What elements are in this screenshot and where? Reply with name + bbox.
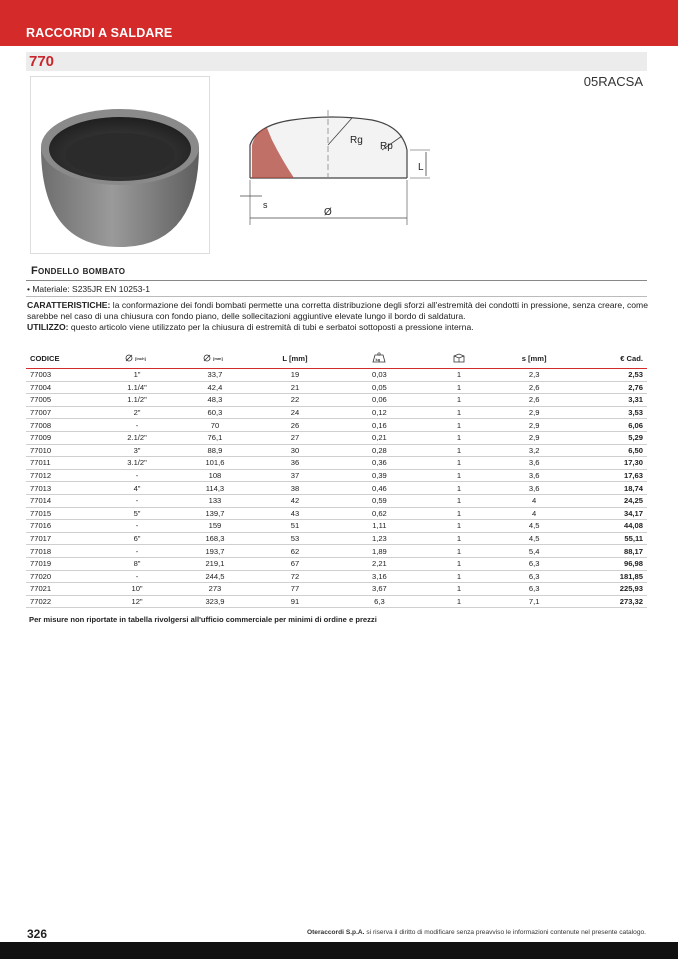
cell-codice: 77015 [26,507,99,520]
cell-kg: 1,89 [335,545,424,558]
cell-s: 4,5 [494,520,574,533]
cell-qty: 1 [424,457,494,470]
cell-kg: 6,3 [335,595,424,608]
table-body [26,369,647,608]
cell-od: 133 [175,494,255,507]
cell-codice: 77004 [26,381,99,394]
table-row [26,595,647,608]
cell-kg: 0,28 [335,444,424,457]
cell-od: 33,7 [175,369,255,382]
cell-price: 88,17 [574,545,647,558]
catalog-code: 05RACSA [583,74,643,89]
cell-s: 3,6 [494,482,574,495]
cell-kg: 0,46 [335,482,424,495]
cell-dn: - [99,419,175,432]
cell-kg: 0,59 [335,494,424,507]
cell-s: 7,1 [494,595,574,608]
cell-kg: 0,05 [335,381,424,394]
cell-od: 48,3 [175,394,255,407]
cell-s: 4 [494,507,574,520]
cell-qty: 1 [424,520,494,533]
table-row [26,457,647,470]
cell-l: 22 [255,394,335,407]
col-codice: CODICE [26,349,99,369]
cell-dn: - [99,494,175,507]
cell-qty: 1 [424,381,494,394]
cell-price: 225,93 [574,583,647,596]
cell-l: 91 [255,595,335,608]
cell-qty: 1 [424,532,494,545]
cell-codice: 77021 [26,583,99,596]
table-row [26,557,647,570]
cell-price: 181,85 [574,570,647,583]
cell-price: 55,11 [574,532,647,545]
cell-l: 72 [255,570,335,583]
cell-od: 159 [175,520,255,533]
cell-price: 17,63 [574,469,647,482]
cell-price: 6,50 [574,444,647,457]
cell-qty: 1 [424,545,494,558]
cell-dn: - [99,545,175,558]
cell-kg: 0,36 [335,457,424,470]
table-row [26,431,647,444]
cell-s: 2,9 [494,431,574,444]
cell-codice: 77012 [26,469,99,482]
cell-qty: 1 [424,583,494,596]
cell-kg: 1,11 [335,520,424,533]
features-label: CARATTERISTICHE: [27,300,111,310]
cell-kg: 3,67 [335,583,424,596]
cell-s: 6,3 [494,583,574,596]
cell-kg: 0,06 [335,394,424,407]
cell-s: 2,6 [494,381,574,394]
cell-dn: 3.1/2" [99,457,175,470]
cell-price: 34,17 [574,507,647,520]
section-header-bar [0,0,678,46]
table-row [26,381,647,394]
table-row [26,507,647,520]
cell-od: 273 [175,583,255,596]
material-spec: • Materiale: S235JR EN 10253-1 [27,284,150,294]
cell-qty: 1 [424,419,494,432]
cell-codice: 77010 [26,444,99,457]
cell-price: 96,98 [574,557,647,570]
cell-l: 36 [255,457,335,470]
divider [26,280,647,281]
svg-text:[mm]: [mm] [212,355,223,361]
cell-kg: 3,16 [335,570,424,583]
cell-qty: 1 [424,494,494,507]
cell-s: 3,2 [494,444,574,457]
cell-s: 2,9 [494,406,574,419]
cell-price: 44,08 [574,520,647,533]
table-row [26,406,647,419]
cell-dn: 10" [99,583,175,596]
s-label: s [263,200,268,210]
cell-kg: 0,03 [335,369,424,382]
table-row [26,520,647,533]
cell-s: 4,5 [494,532,574,545]
cell-dn: 8" [99,557,175,570]
cell-dn: 12" [99,595,175,608]
cell-qty: 1 [424,394,494,407]
table-note: Per misure non riportate in tabella rivolgersi all'ufficio commerciale per minimi di ordine e prezzi [29,615,377,624]
cell-l: 62 [255,545,335,558]
cell-codice: 77017 [26,532,99,545]
cell-od: 88,9 [175,444,255,457]
cell-price: 3,53 [574,406,647,419]
cell-od: 323,9 [175,595,255,608]
svg-text:[inch]: [inch] [135,355,146,361]
features-text: la conformazione dei fondi bombati permette una corretta distribuzione degli sforzi all'estremità dei condotti in pressione, senza creare, come sarebbe nel caso di una chiusura con fondo piano, delle sollecitazioni aggiuntive elevate lungo il bordo di saldatura. [27,300,648,321]
table-row [26,369,647,382]
cell-dn: - [99,570,175,583]
cell-l: 27 [255,431,335,444]
cell-s: 6,3 [494,557,574,570]
disclaimer-text: si riserva il diritto di modificare senza preavviso le informazioni contenute nel presente catalogo. [366,929,646,936]
cell-kg: 0,21 [335,431,424,444]
cell-dn: - [99,469,175,482]
cell-od: 139,7 [175,507,255,520]
footer-bar [0,942,678,959]
cell-l: 67 [255,557,335,570]
rp-label: Rp [380,141,393,152]
cell-dn: - [99,520,175,533]
rg-label: Rg [350,135,363,146]
cell-codice: 77018 [26,545,99,558]
cell-price: 3,31 [574,394,647,407]
cell-codice: 77008 [26,419,99,432]
cell-qty: 1 [424,482,494,495]
table-row [26,482,647,495]
cell-kg: 1,23 [335,532,424,545]
cell-od: 76,1 [175,431,255,444]
technical-drawing [232,100,442,235]
end-cap-photo [31,77,209,253]
cell-od: 168,3 [175,532,255,545]
cell-codice: 77020 [26,570,99,583]
cell-l: 21 [255,381,335,394]
cell-kg: 0,39 [335,469,424,482]
cell-codice: 77019 [26,557,99,570]
cell-l: 24 [255,406,335,419]
cell-l: 30 [255,444,335,457]
product-code: 770 [29,53,55,70]
table-header-row [26,349,647,369]
cell-codice: 77016 [26,520,99,533]
cell-od: 193,7 [175,545,255,558]
cell-codice: 77003 [26,369,99,382]
cell-kg: 0,62 [335,507,424,520]
cell-l: 53 [255,532,335,545]
cell-qty: 1 [424,444,494,457]
cell-qty: 1 [424,570,494,583]
svg-text:kg: kg [375,356,381,362]
cell-dn: 2" [99,406,175,419]
cell-od: 219,1 [175,557,255,570]
cell-s: 6,3 [494,570,574,583]
diameter-mm-icon [175,349,255,369]
cell-qty: 1 [424,595,494,608]
cell-qty: 1 [424,507,494,520]
usage-label: UTILIZZO: [27,322,69,332]
product-photo [30,76,210,254]
col-l: L [mm] [255,349,335,369]
cell-qty: 1 [424,469,494,482]
cell-l: 19 [255,369,335,382]
package-icon [424,349,494,369]
cell-kg: 0,16 [335,419,424,432]
cell-s: 2,9 [494,419,574,432]
cell-price: 2,53 [574,369,647,382]
cell-price: 24,25 [574,494,647,507]
cell-dn: 1.1/4" [99,381,175,394]
cell-l: 26 [255,419,335,432]
table-row [26,394,647,407]
cell-dn: 5" [99,507,175,520]
cell-dn: 2.1/2" [99,431,175,444]
cell-l: 37 [255,469,335,482]
cell-l: 77 [255,583,335,596]
cell-kg: 0,12 [335,406,424,419]
cell-s: 2,6 [494,394,574,407]
col-s: s [mm] [494,349,574,369]
cell-s: 2,3 [494,369,574,382]
cell-codice: 77022 [26,595,99,608]
divider [26,296,647,297]
cell-codice: 77011 [26,457,99,470]
table-row [26,583,647,596]
cell-price: 17,30 [574,457,647,470]
cell-s: 5,4 [494,545,574,558]
cell-price: 273,32 [574,595,647,608]
cell-dn: 1.1/2" [99,394,175,407]
cell-codice: 77013 [26,482,99,495]
cell-codice: 77005 [26,394,99,407]
page-number: 326 [27,927,48,941]
cell-qty: 1 [424,369,494,382]
table-row [26,532,647,545]
cell-od: 114,3 [175,482,255,495]
product-code-bar [26,52,647,71]
product-title: Fondello bombato [31,265,126,277]
weight-kg-icon [335,349,424,369]
section-title: RACCORDI A SALDARE [26,26,173,40]
table-row [26,444,647,457]
cell-dn: 4" [99,482,175,495]
cell-dn: 6" [99,532,175,545]
cell-codice: 77014 [26,494,99,507]
cell-od: 60,3 [175,406,255,419]
cell-od: 101,6 [175,457,255,470]
diameter-inch-icon [99,349,175,369]
table-row [26,494,647,507]
product-description [27,300,648,333]
cell-l: 43 [255,507,335,520]
cell-price: 2,76 [574,381,647,394]
cell-s: 4 [494,494,574,507]
cell-od: 108 [175,469,255,482]
cell-kg: 2,21 [335,557,424,570]
cell-price: 6,06 [574,419,647,432]
cell-dn: 1" [99,369,175,382]
table-row [26,419,647,432]
cell-price: 5,29 [574,431,647,444]
cell-codice: 77009 [26,431,99,444]
l-label: L [418,162,424,173]
cell-codice: 77007 [26,406,99,419]
cell-dn: 3" [99,444,175,457]
cell-qty: 1 [424,557,494,570]
table-row [26,469,647,482]
usage-text: questo articolo viene utilizzato per la chiusura di estremità di tubi e serbatoi sottoposti a pressione interna. [70,322,474,332]
table-row [26,545,647,558]
cell-od: 42,4 [175,381,255,394]
cell-l: 42 [255,494,335,507]
cell-s: 3,6 [494,457,574,470]
company-name: Oteraccordi S.p.A. [306,929,365,936]
cell-s: 3,6 [494,469,574,482]
cell-l: 51 [255,520,335,533]
table-row [26,570,647,583]
diameter-label: Ø [324,207,332,218]
cell-price: 18,74 [574,482,647,495]
cell-qty: 1 [424,406,494,419]
col-price: € Cad. [574,349,647,369]
footer-disclaimer [307,929,646,936]
cell-qty: 1 [424,431,494,444]
cell-od: 244,5 [175,570,255,583]
spec-table [26,349,647,608]
cell-od: 70 [175,419,255,432]
cell-l: 38 [255,482,335,495]
